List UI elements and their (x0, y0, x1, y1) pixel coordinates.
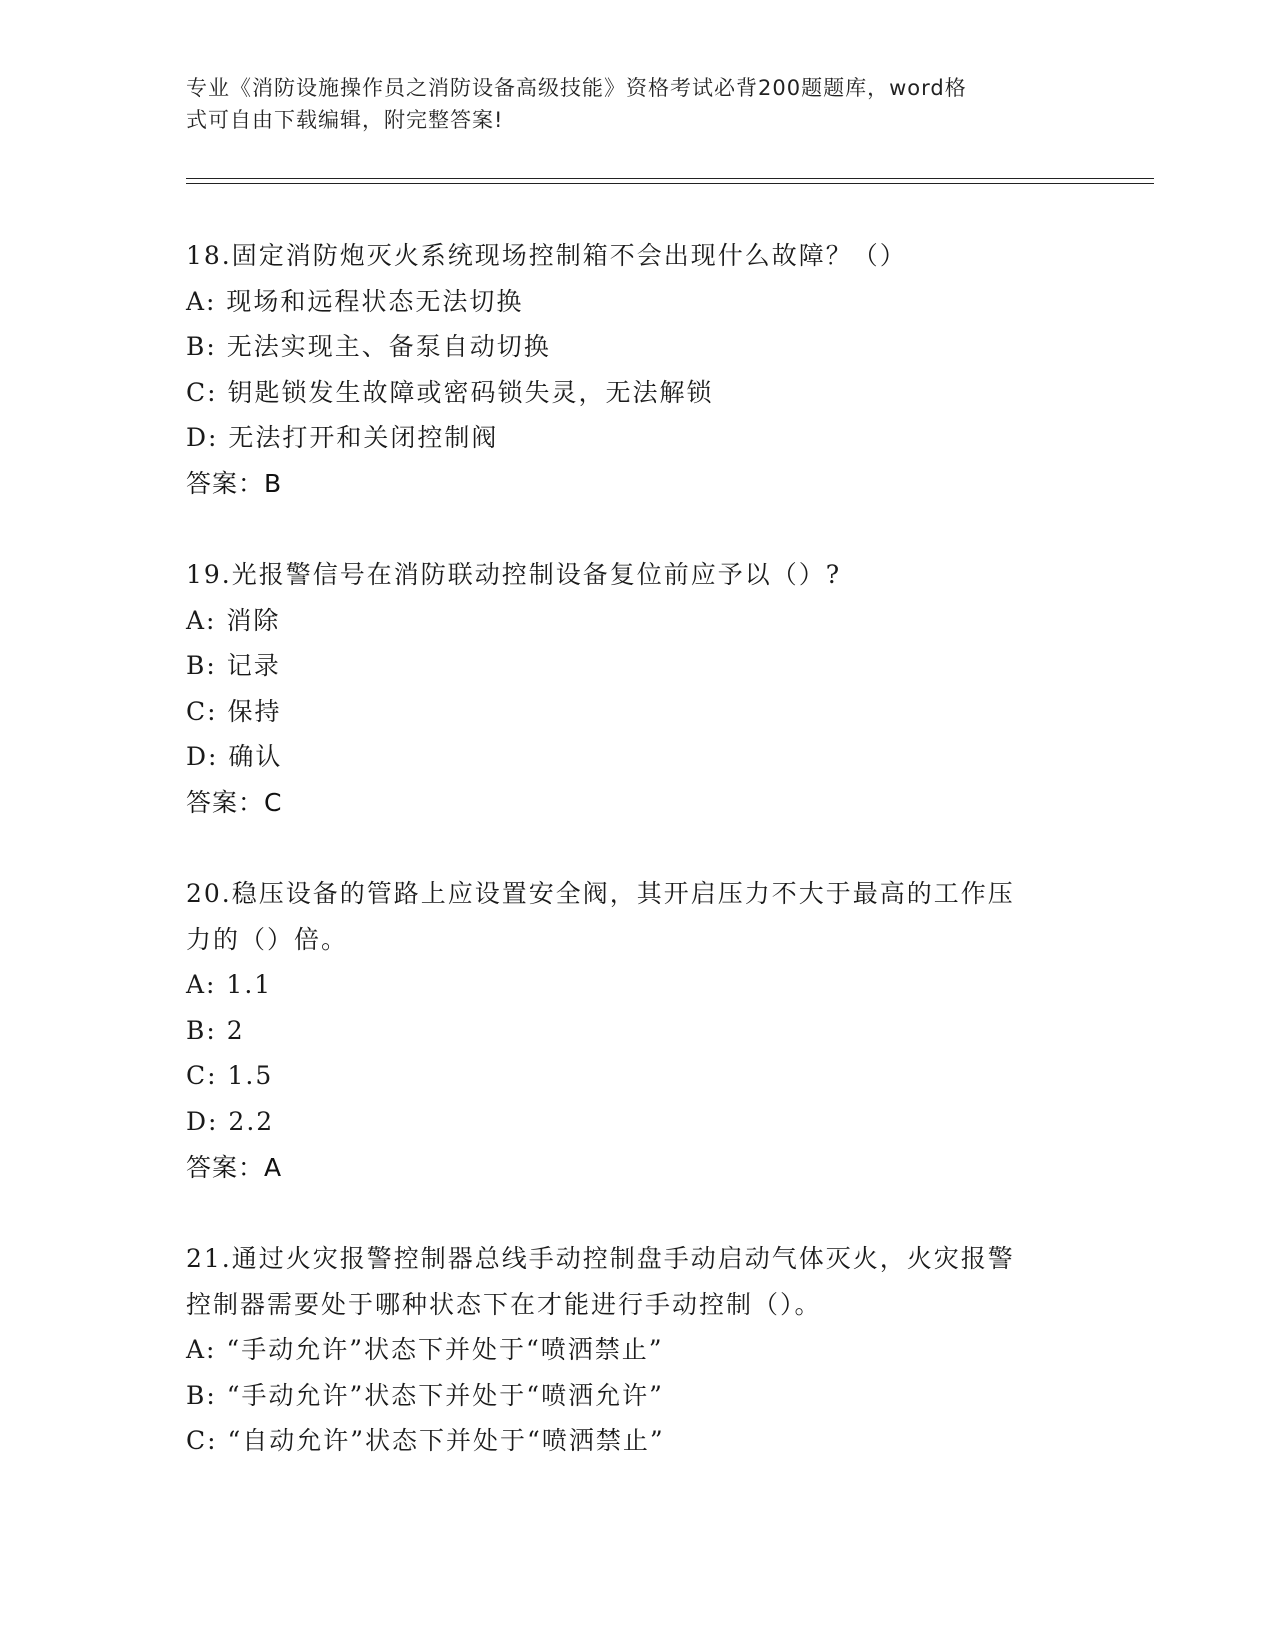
option-b: B: 2 (186, 1015, 245, 1045)
question-text-line-1: 20.稳压设备的管路上应设置安全阀，其开启压力不大于最高的工作压 (186, 879, 1015, 908)
option-d: D: 确认 (186, 742, 283, 772)
option-a: A: “手动允许”状态下并处于“喷洒禁止” (186, 1335, 664, 1365)
question-text-line-1: 21.通过火灾报警控制器总线手动控制盘手动启动气体灭火，火灾报警 (186, 1244, 1015, 1273)
answer-text: 答案：B (186, 468, 283, 498)
option-c: C: 1.5 (186, 1061, 274, 1091)
question-19 (186, 552, 1086, 826)
question-text-line-2: 控制器需要处于哪种状态下在才能进行手动控制（）。 (186, 1289, 822, 1319)
option-c: C: 保持 (186, 696, 282, 726)
option-c: C: “自动允许”状态下并处于“喷洒禁止” (186, 1426, 665, 1456)
header-line-1: 专业《消防设施操作员之消防设备高级技能》资格考试必背200题题库，word格 (186, 76, 967, 100)
question-text: 19.光报警信号在消防联动控制设备复位前应予以（）? (186, 560, 842, 589)
option-b: B: “手动允许”状态下并处于“喷洒允许” (186, 1380, 664, 1410)
question-21 (186, 1236, 1086, 1464)
option-c: C: 钥匙锁发生故障或密码锁失灵，无法解锁 (186, 377, 714, 407)
question-18 (186, 233, 1086, 507)
question-text: 18.固定消防炮灭火系统现场控制箱不会出现什么故障？（） (186, 241, 907, 270)
question-text-line-2: 力的（）倍。 (186, 924, 349, 954)
option-a: A: 现场和远程状态无法切换 (186, 286, 524, 316)
option-d: D: 2.2 (186, 1106, 275, 1136)
option-b: B: 记录 (186, 651, 281, 681)
option-a: A: 消除 (186, 605, 281, 635)
option-a: A: 1.1 (186, 970, 273, 1000)
answer-text: 答案：C (186, 787, 283, 817)
option-b: B: 无法实现主、备泵自动切换 (186, 332, 551, 362)
document-header (186, 72, 1066, 136)
question-20 (186, 871, 1086, 1190)
answer-text: 答案：A (186, 1152, 283, 1182)
header-divider-top (186, 178, 1154, 179)
header-divider-bottom (186, 183, 1154, 184)
option-d: D: 无法打开和关闭控制阀 (186, 423, 499, 453)
header-line-2: 式可自由下载编辑，附完整答案! (186, 108, 504, 132)
